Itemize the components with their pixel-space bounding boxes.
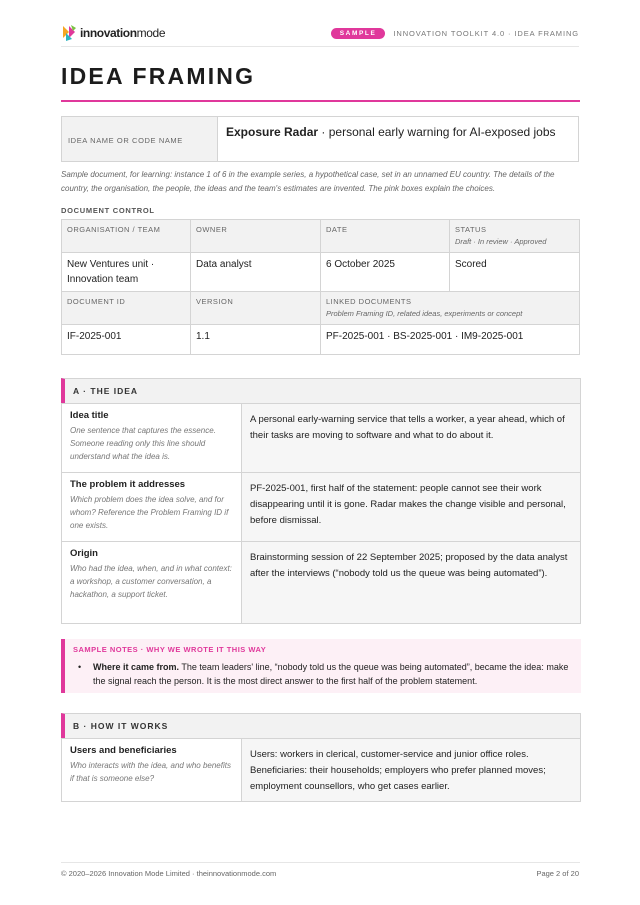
sample-notes-box — [61, 639, 581, 693]
idea-name-value — [218, 117, 578, 161]
row-title: Idea title — [70, 410, 109, 421]
idea-name-separator: · — [318, 125, 329, 139]
page-title: IDEA FRAMING — [61, 63, 256, 89]
row-value: Brainstorming session of 22 September 2025; proposed by the data analyst after the interviews (“nobody told us the queue was being automated”). — [242, 542, 581, 624]
note-text: The team leaders' line, “nobody told us the queue was being automated”, became the idea: make the signal reach the person. It is the most direct answer to the first half of the problem statement. — [93, 662, 569, 686]
table-row — [62, 220, 580, 253]
section-b-header: B · HOW IT WORKS — [61, 713, 581, 738]
document-id-value: IF-2025-001 — [62, 325, 191, 355]
version-value: 1.1 — [191, 325, 321, 355]
table-row — [62, 253, 580, 292]
title-underline — [61, 100, 580, 102]
status-value: Scored — [450, 253, 580, 292]
row-label-cell — [62, 739, 242, 802]
row-value — [242, 739, 581, 802]
logo-wordmark: innovationmode — [80, 26, 166, 40]
status-options: Draft · In review · Approved — [455, 237, 547, 246]
intro-note: Sample document, for learning: instance 1 of 6 in the example series, a hypothetical case, set in an unnamed EU country. The details of the country, the organisation, the people, the ideas and the team's estimates are invented. The pink boxes explain the choices. — [61, 170, 555, 193]
date-value: 6 October 2025 — [321, 253, 450, 292]
row-title: Users and beneficiaries — [70, 745, 177, 756]
sample-notes-title: SAMPLE NOTES · WHY WE WROTE IT THIS WAY — [73, 645, 267, 654]
table-row — [62, 473, 581, 542]
owner-value: Data analyst — [191, 253, 321, 292]
page-number: Page 2 of 20 — [536, 869, 579, 878]
idea-name: Exposure Radar — [226, 125, 319, 139]
row-description: Which problem does the idea solve, and for whom? Reference the Problem Framing ID if one exists. — [70, 495, 229, 530]
header-document-id: DOCUMENT ID — [62, 292, 191, 325]
idea-name-box — [61, 116, 579, 162]
header-date: DATE — [321, 220, 450, 253]
header-org: ORGANISATION / TEAM — [62, 220, 191, 253]
section-b-table — [61, 738, 581, 802]
row-description: One sentence that captures the essence. Someone reading only this line should understand what the idea is. — [70, 426, 216, 461]
page-header — [61, 22, 579, 48]
table-row — [62, 292, 580, 325]
row-title: The problem it addresses — [70, 479, 186, 490]
logo-mark-icon — [61, 24, 77, 42]
users-value: Users: workers in clerical, customer-service and junior office roles. — [250, 749, 529, 760]
table-row — [62, 542, 581, 624]
row-description: Who had the idea, when, and in what context: a workshop, a customer conversation, a hackathon, a support ticket. — [70, 564, 232, 599]
linked-value: PF-2025-001 · BS-2025-001 · IM9-2025-001 — [321, 325, 580, 355]
table-row — [62, 325, 580, 355]
table-row — [62, 739, 581, 802]
bullet-icon: • — [78, 662, 82, 672]
document-control-label: DOCUMENT CONTROL — [61, 206, 155, 215]
row-label-cell — [62, 542, 242, 624]
header-owner: OWNER — [191, 220, 321, 253]
row-value: PF-2025-001, first half of the statement: people cannot see their work disappearing until it is gone. Radar makes the change visible and personal, before dismissal. — [242, 473, 581, 542]
row-description: Who interacts with the idea, and who benefits if that is someone else? — [70, 761, 231, 783]
header-version: VERSION — [191, 292, 321, 325]
note-lead: Where it came from. — [93, 662, 180, 672]
sample-badge: SAMPLE — [331, 28, 386, 39]
document-control-table — [61, 219, 580, 355]
idea-tagline: personal early warning for AI-exposed jobs — [328, 125, 556, 139]
row-label-cell — [62, 473, 242, 542]
row-value: A personal early-warning service that tells a worker, a year ahead, which of their tasks are moving to software and what to do about it. — [242, 404, 581, 473]
section-a-header: A · THE IDEA — [61, 378, 581, 403]
org-value: New Ventures unit · Innovation team — [62, 253, 191, 292]
table-row — [62, 404, 581, 473]
header-status: STATUS Draft · In review · Approved — [450, 220, 580, 253]
list-item — [73, 660, 573, 688]
footer-divider — [61, 862, 580, 863]
idea-name-label: IDEA NAME OR CODE NAME — [62, 117, 218, 161]
beneficiaries-value: Beneficiaries: their households; employers who prefer planned moves; employment counsellors, who get cases earlier. — [250, 765, 546, 792]
row-label-cell — [62, 404, 242, 473]
breadcrumb: INNOVATION TOOLKIT 4.0 · IDEA FRAMING — [393, 29, 579, 38]
header-linked: LINKED DOCUMENTS Problem Framing ID, related ideas, experiments or concept — [321, 292, 580, 325]
row-title: Origin — [70, 548, 98, 559]
header-divider — [61, 46, 579, 47]
brand-logo — [61, 24, 165, 42]
linked-desc: Problem Framing ID, related ideas, experiments or concept — [326, 309, 523, 318]
section-a-table — [61, 403, 581, 624]
footer-copyright: © 2020–2026 Innovation Mode Limited · theinnovationmode.com — [61, 869, 277, 878]
